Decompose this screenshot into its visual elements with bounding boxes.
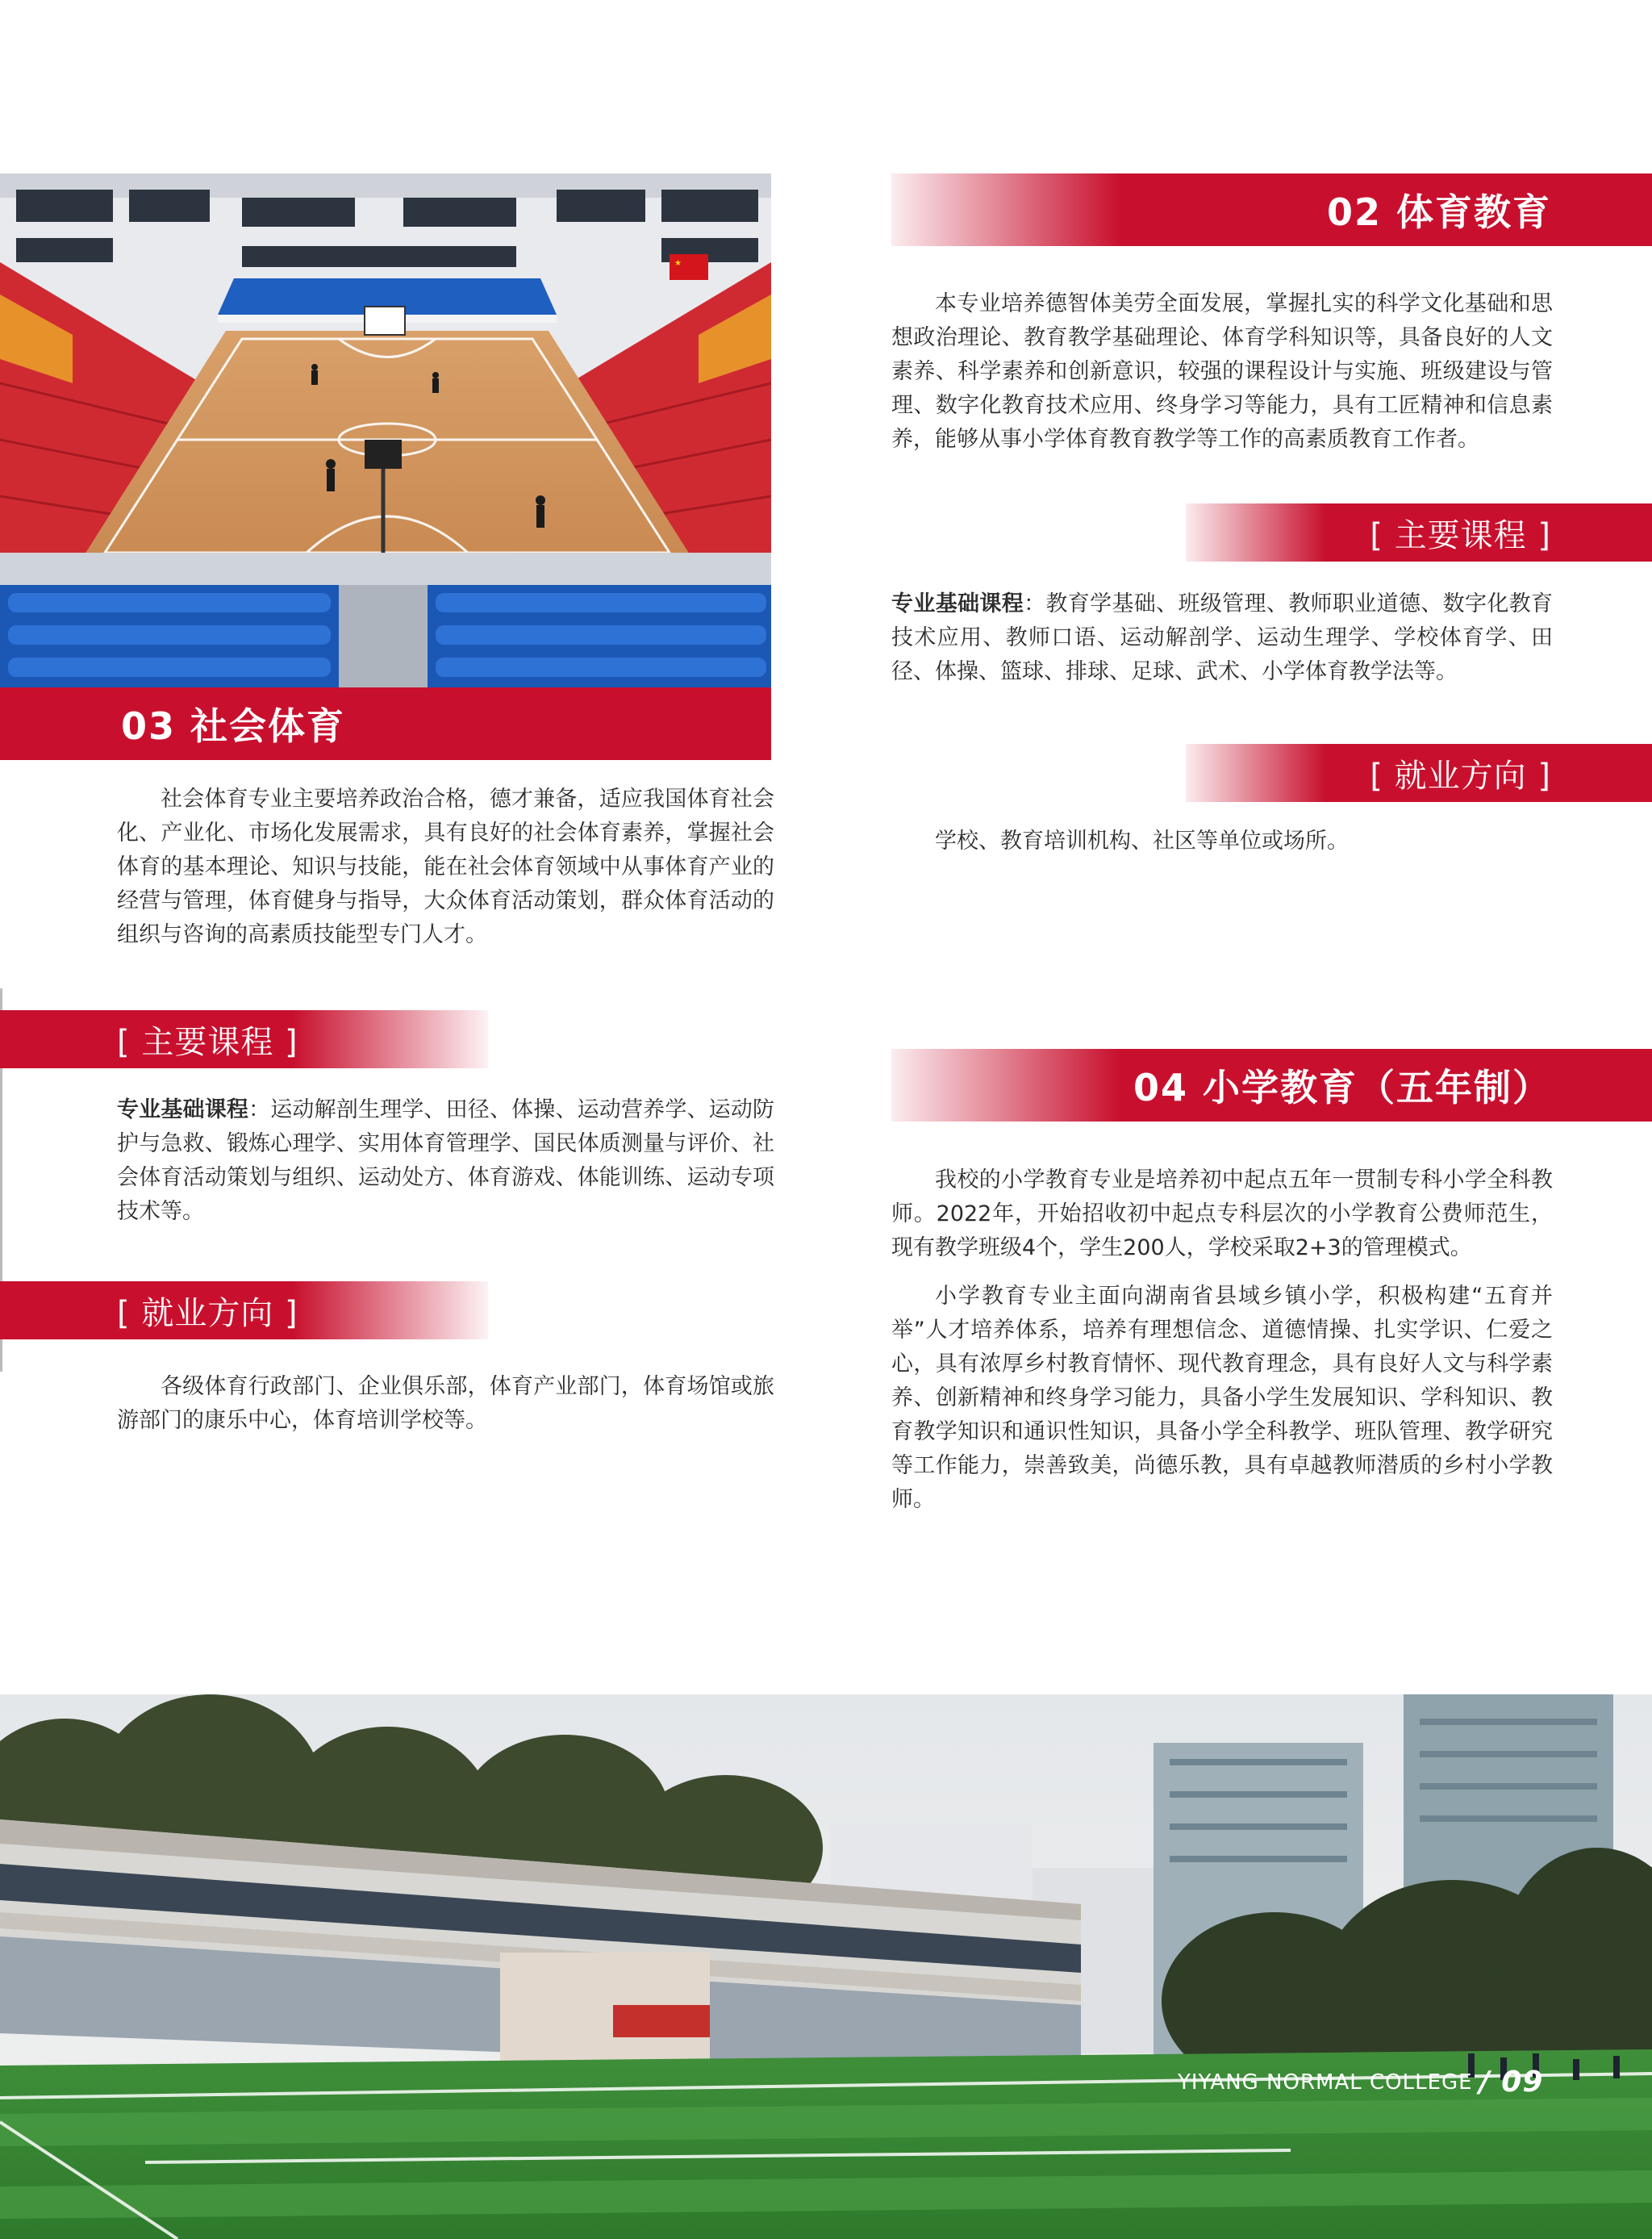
section-03-jobs-heading: [ 就业方向 ]: [117, 1294, 298, 1332]
section-03-courses-heading: [ 主要课程 ]: [117, 1023, 298, 1061]
svg-text:★: ★: [674, 259, 682, 268]
section-03-jobs: [117, 1370, 774, 1438]
section-02-courses-text: ：教育学基础、班级管理、教师职业道德、数字化教育 技术应用、教师口语、运动解剖学、运动生理学、学校体育学、田径、体操、篮球、排球、足球、武术、小学体育教学法等。: [891, 591, 1554, 684]
sports-field-photo: [0, 1694, 1652, 2239]
section-02-title: 02 体育教育: [1326, 190, 1551, 234]
section-04-para-1: 我校的小学教育专业是培养初中起点五年一贯制专科小学全科教师。2022年，开始招收初中起点专科层次的小学教育公费师范生，现有教学班级4个，学生200人，学校采取2+3的管理模式。: [891, 1168, 1553, 1260]
college-name: YIYANG NORMAL COLLEGE: [1178, 2070, 1473, 2095]
section-03-courses-bar: [0, 1010, 488, 1068]
section-04-title: 04 小学教育（五年制）: [1133, 1066, 1551, 1109]
section-02-jobs-bar: [1186, 744, 1652, 802]
section-02-courses-label: 专业基础课程: [891, 591, 1024, 616]
gymnasium-photo: [0, 173, 771, 690]
section-02-courses-heading: [ 主要课程 ]: [1370, 516, 1551, 554]
section-04-body: [891, 1163, 1553, 1517]
section-03-intro: [117, 783, 774, 952]
section-04-para-2: 小学教育专业主面向湖南省县域乡镇小学，积极构建“五育并举”人才培养体系，培养有理想信念、道德情操、扎实学识、仁爱之心，具有浓厚乡村教育情怀、现代教育理念，具有良好人文与科学素养、创新精神和终身学习能力，具备小学生发展知识、学科知识、教育教学知识和通识性知识，具备小学全科教学、班队管理、教学研究等工作能力，崇善致美，尚德乐教，具有卓越教师潜质的乡村小学教师。: [891, 1284, 1553, 1512]
section-02-title-bar: [891, 173, 1652, 246]
section-02-intro: [891, 287, 1553, 457]
section-03-jobs-text: 各级体育行政部门、企业俱乐部，体育产业部门，体育场馆或旅游部门的康乐中心，体育培训学校等。: [117, 1374, 774, 1433]
section-03-title-bar: [0, 687, 771, 760]
section-03-courses-label: 专业基础课程: [117, 1097, 249, 1122]
section-02-jobs-text: 学校、教育培训机构、社区等单位或场所。: [935, 829, 1349, 854]
section-02-courses-bar: [1186, 503, 1652, 562]
section-02-jobs-heading: [ 就业方向 ]: [1370, 757, 1551, 795]
section-02-jobs: [891, 825, 1553, 858]
section-04-title-bar: [891, 1049, 1652, 1122]
section-03-title: 03 社会体育: [121, 704, 346, 748]
page-footer: [1178, 2066, 1543, 2099]
section-02-intro-text: 本专业培养德智体美劳全面发展，掌握扎实的科学文化基础和思想政治理论、教育教学基础理论、体育学科知识等，具备良好的人文素养、科学素养和创新意识，较强的课程设计与实施、班级建设与管理、数字化教育技术应用、终身学习等能力，具有工匠精神和信息素养，能够从事小学体育教育教学等工作的高素质教育工作者。: [891, 291, 1553, 452]
section-03-jobs-bar: [0, 1281, 488, 1339]
section-03-intro-text: 社会体育专业主要培养政治合格，德才兼备，适应我国体育社会化、产业化、市场化发展需求，具有良好的社会体育素养，掌握社会体育的基本理论、知识与技能，能在社会体育领域中从事体育产业的经营与管理，体育健身与指导，大众体育活动策划，群众体育活动的组织与咨询的高素质技能型专门人才。: [117, 787, 774, 947]
page-number: / 09: [1479, 2066, 1544, 2099]
section-02-courses: [891, 587, 1553, 689]
section-03-courses: [117, 1093, 774, 1229]
section-03-courses-text: ：运动解剖生理学、田径、体操、运动营养学、运动防护与急救、锻炼心理学、实用体育管理学、国民体质测量与评价、社会体育活动策划与组织、运动处方、体育游戏、体能训练、运动专项技术等。: [117, 1097, 775, 1224]
